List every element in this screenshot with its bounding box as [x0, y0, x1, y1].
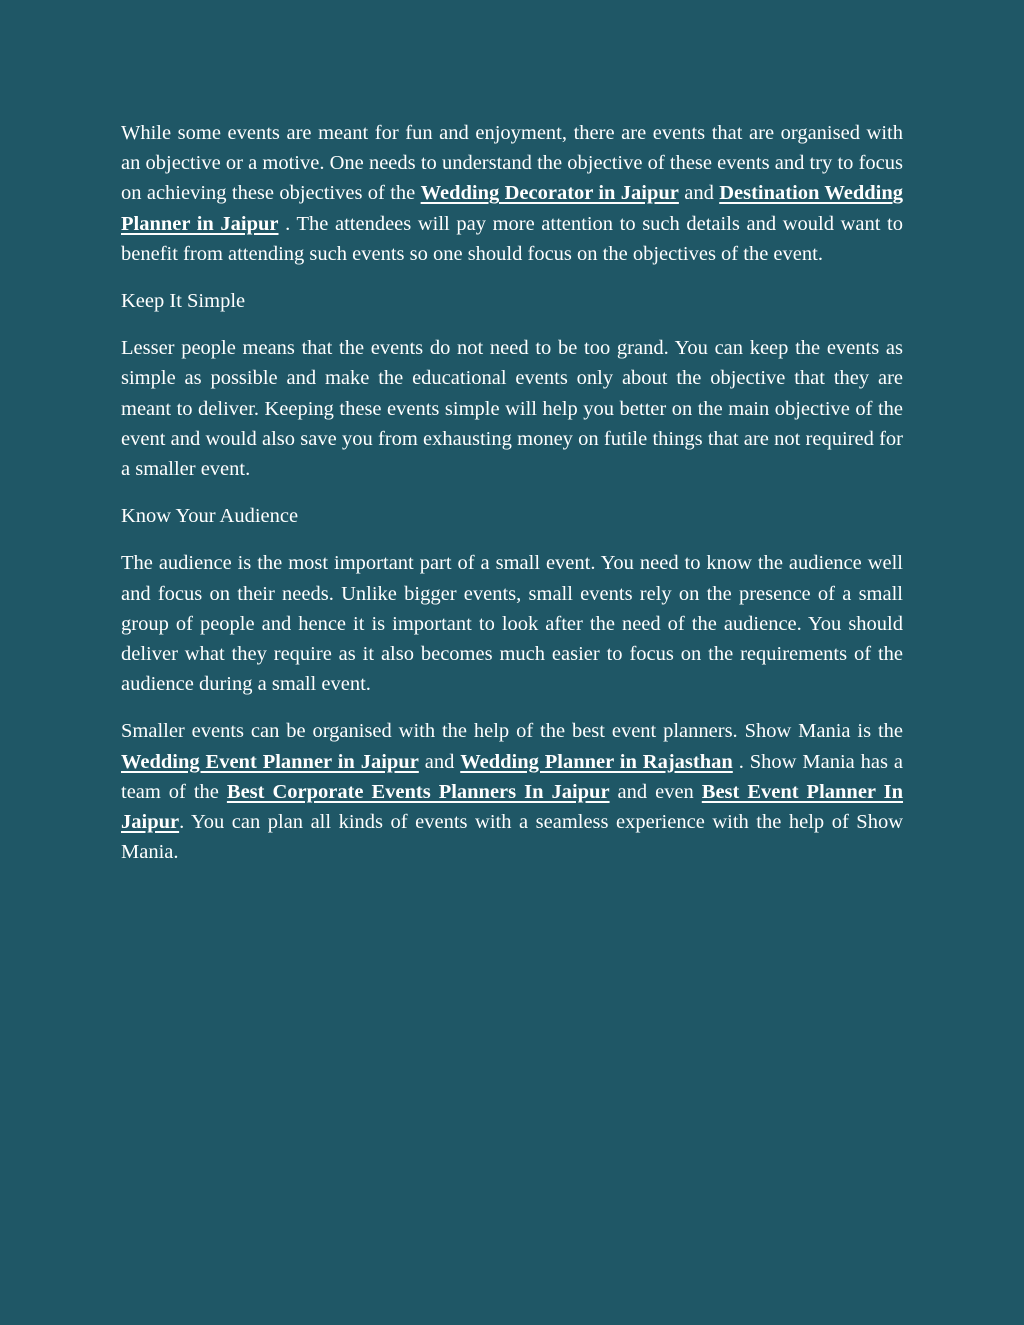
paragraph-text: . The attendees will pay more attention to such details and would want to benefit from attending such events so one should focus on the objectives of the event.: [121, 212, 903, 265]
paragraph-text: and: [418, 750, 461, 773]
document-body: [121, 118, 903, 884]
link-best-corporate-events-planners-jaipur[interactable]: Best Corporate Events Planners In Jaipur: [226, 780, 610, 803]
paragraph-text: and even: [609, 780, 702, 803]
paragraph-text: . You can plan all kinds of events with a seamless experience with the help of Show Mania.: [121, 811, 903, 864]
paragraph-know-your-audience: The audience is the most important part of a small event. You need to know the audience well and focus on their needs. Unlike bigger events, small events rely on the presence of a small group of people and hence it is important to look after the need of the audience. You should deliver what they require as it also becomes much easier to focus on the requirements of the audience during a small event.: [121, 552, 903, 696]
heading-know-your-audience: Know Your Audience: [121, 505, 299, 528]
link-wedding-event-planner-jaipur[interactable]: Wedding Event Planner in Jaipur: [121, 750, 419, 773]
paragraph-show-mania: [121, 716, 903, 867]
paragraph-keep-it-simple: Lesser people means that the events do not need to be too grand. You can keep the events as simple as possible and make the educational events only about the objective that they are meant to deliver. Keeping these events simple will help you better on the main objective of the event and would also save you from exhausting money on futile things that are not required for a smaller event.: [121, 337, 903, 481]
paragraph-objectives: [121, 118, 903, 269]
link-wedding-decorator-jaipur[interactable]: Wedding Decorator in Jaipur: [420, 182, 679, 205]
link-wedding-planner-rajasthan[interactable]: Wedding Planner in Rajasthan: [460, 750, 733, 773]
heading-keep-it-simple: Keep It Simple: [121, 290, 246, 313]
paragraph-text: . Show Mania has a team of the: [121, 750, 903, 803]
link-destination-wedding-planner-jaipur[interactable]: Destination Wedding Planner in Jaipur: [121, 182, 904, 235]
link-best-event-planner-jaipur[interactable]: Best Event Planner In Jaipur: [121, 780, 904, 834]
paragraph-text: Smaller events can be organised with the help of the best event planners. Show Mania is the: [121, 720, 903, 743]
paragraph-text: While some events are meant for fun and enjoyment, there are events that are organised with an objective or a motive. One needs to understand the objective of these events and try to focus on achieving these objectives of the: [121, 122, 903, 205]
paragraph-text: and: [678, 182, 720, 205]
